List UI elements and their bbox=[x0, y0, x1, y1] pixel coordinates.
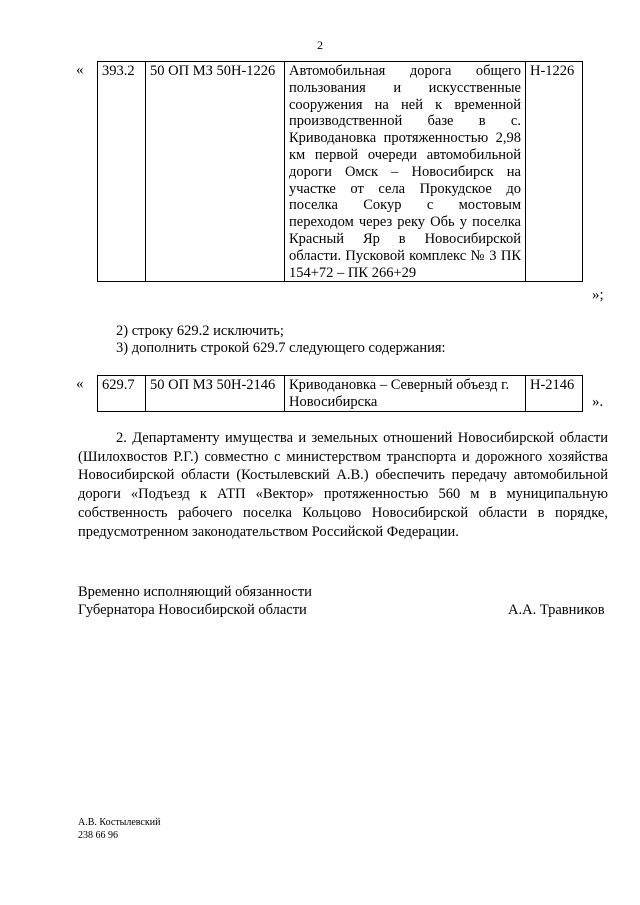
amendment-item-2: 2) строку 629.2 исключить; bbox=[116, 323, 284, 339]
row-number: 393.2 bbox=[98, 62, 146, 282]
road-index: Н-2146 bbox=[526, 376, 583, 412]
executor-phone: 238 66 96 bbox=[78, 830, 118, 841]
table1-close-quote: »; bbox=[592, 287, 604, 303]
registry-table-row-629-7 bbox=[97, 375, 583, 412]
road-code: 50 ОП МЗ 50Н-1226 bbox=[146, 62, 285, 282]
executor-name: А.В. Костылевский bbox=[78, 817, 161, 828]
table-row bbox=[98, 376, 583, 412]
table-row bbox=[98, 62, 583, 282]
road-index: Н-1226 bbox=[526, 62, 583, 282]
signature-title bbox=[78, 583, 312, 619]
executor-info bbox=[78, 816, 160, 842]
amendment-item-3: 3) дополнить строкой 629.7 следующего содержания: bbox=[116, 340, 446, 356]
road-name: Автомобильная дорога общего пользования и искусственные сооружения на ней к временной производственной базе в с. Криводановка протяженностью 2,98 км первой очереди автомобильной дороги Омск – Новосибирск на участке от села Прокудское до поселка Сокур с мостовым переходом через реку Обь у поселка Красный Яр в Новосибирской области. Пусковой комплекс № 3 ПК 154+72 – ПК 266+29 bbox=[285, 62, 526, 282]
registry-table-row-393-2 bbox=[97, 61, 583, 282]
signature-title-line-1: Временно исполняющий обязанности bbox=[78, 584, 312, 600]
road-name: Криводановка – Северный объезд г. Новосибирска bbox=[285, 376, 526, 412]
road-code: 50 ОП МЗ 50Н-2146 bbox=[146, 376, 285, 412]
table2-close-quote: ». bbox=[592, 394, 604, 410]
table1-open-quote: « bbox=[76, 62, 84, 78]
table2-open-quote: « bbox=[76, 376, 84, 392]
row-number: 629.7 bbox=[98, 376, 146, 412]
paragraph-2: 2. Департаменту имущества и земельных отношений Новосибирской области (Шилохвостов Р.Г.) совместно с министерством транспорта и дорожного хозяйства Новосибирской области (Костылевский А.В.) обеспечить передачу автомобильной дороги «Подъезд к АТП «Вектор» протяженностью 560 м в муниципальную собственность рабочего поселка Кольцово Новосибирской области в порядке, предусмотренном законодательством Российской Федерации. bbox=[78, 430, 608, 540]
signature-title-line-2: Губернатора Новосибирской области bbox=[78, 602, 307, 618]
page-number: 2 bbox=[317, 38, 323, 52]
signatory-name: А.А. Травников bbox=[508, 602, 605, 618]
